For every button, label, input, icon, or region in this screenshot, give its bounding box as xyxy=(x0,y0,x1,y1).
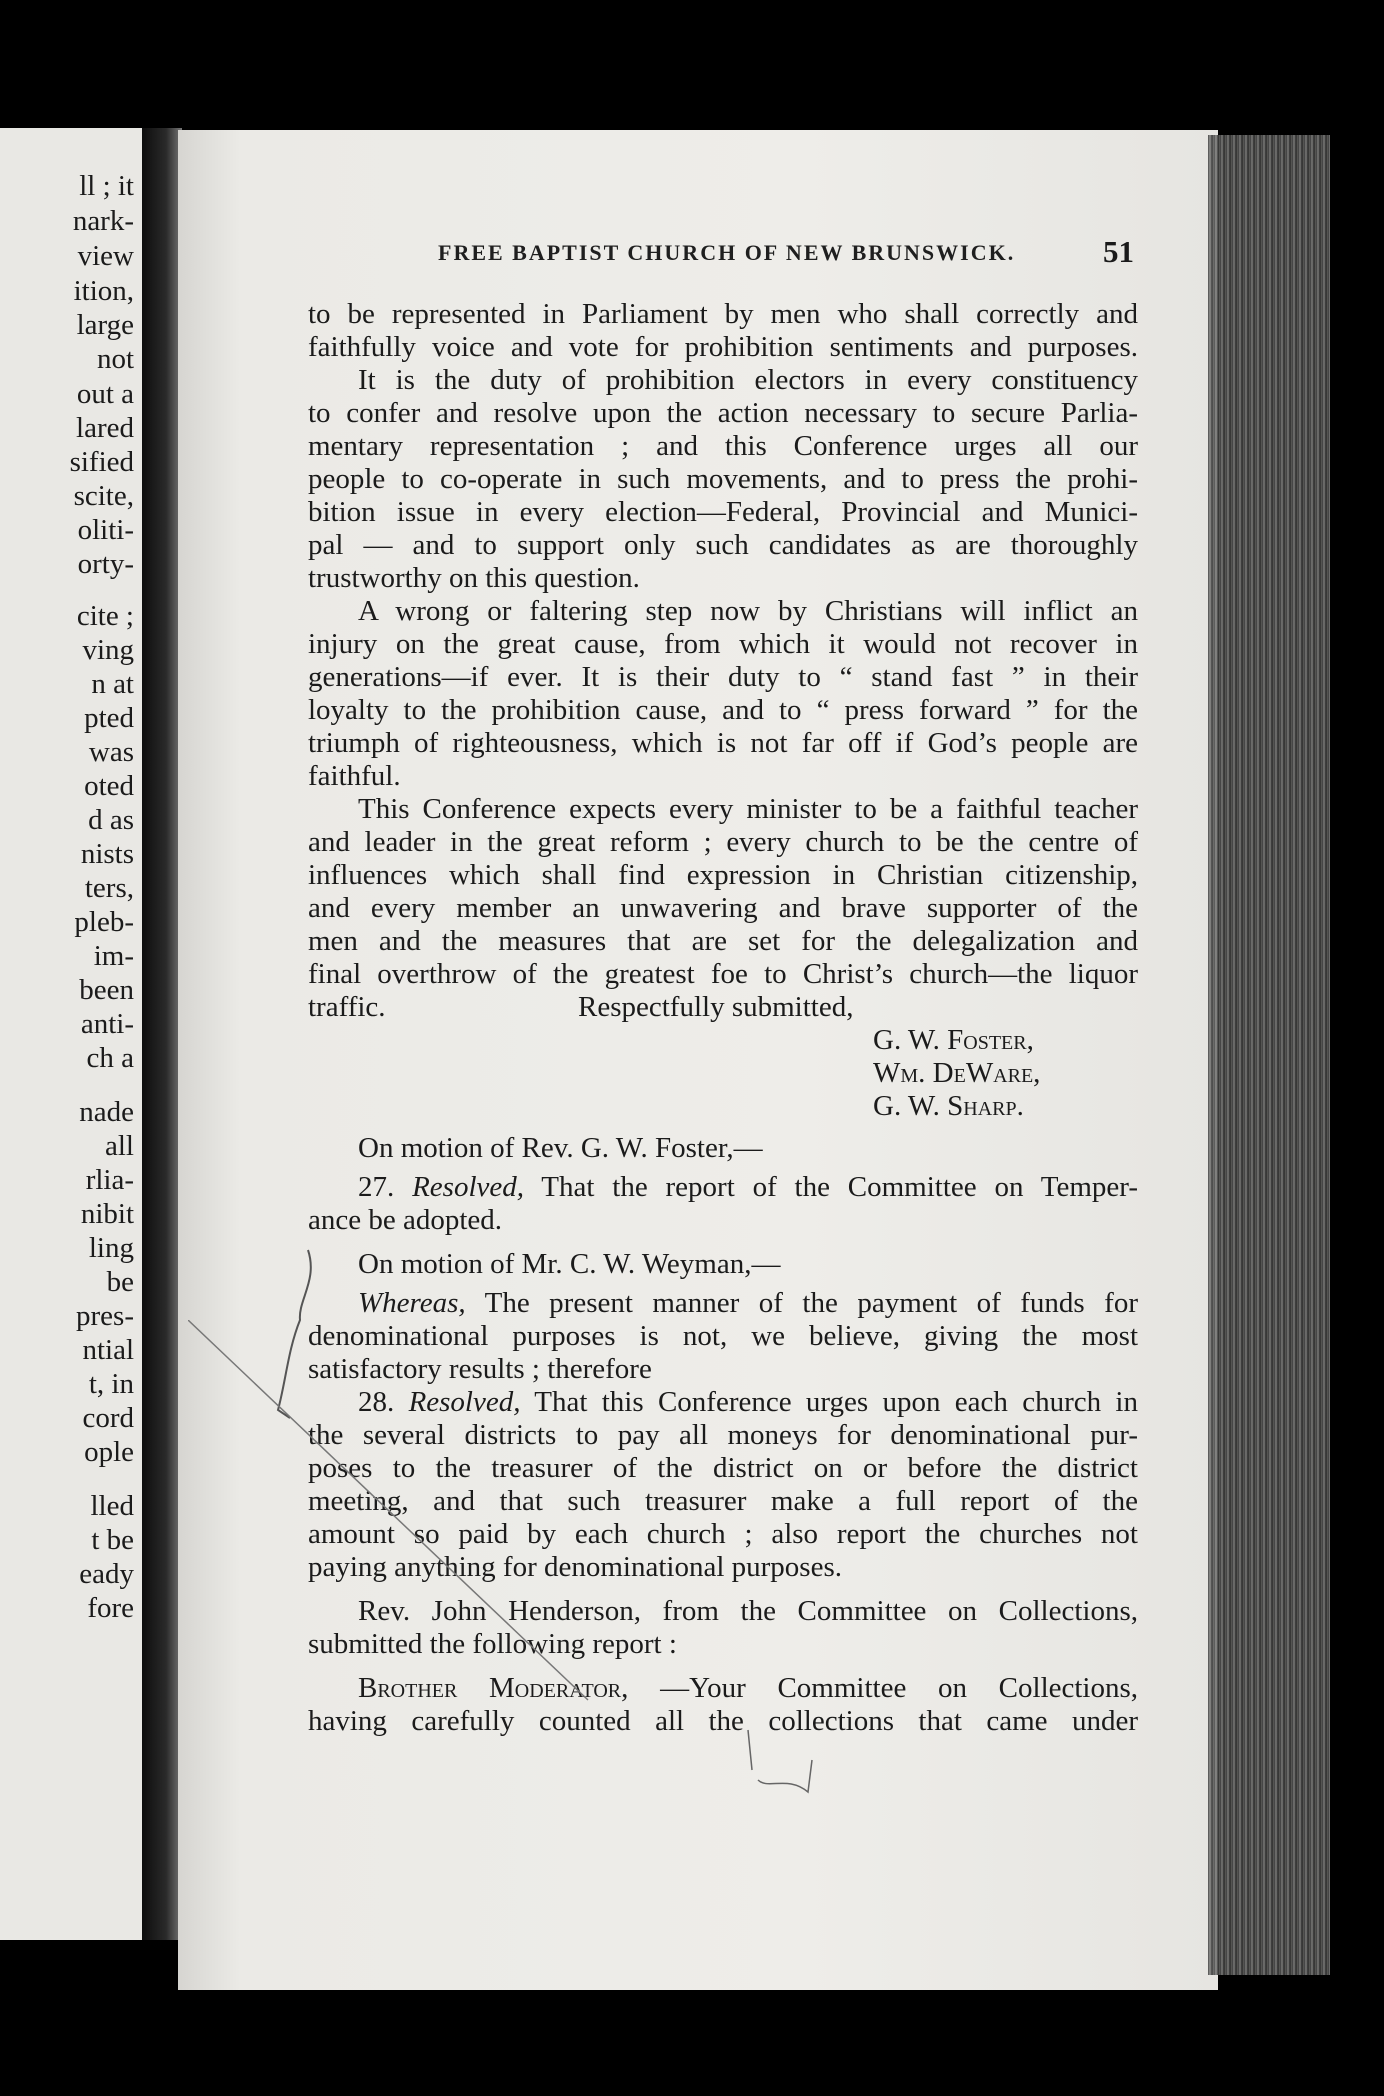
text-line: traffic. xyxy=(308,991,386,1023)
resolved-word: Resolved, xyxy=(408,1386,521,1418)
text-line: and every member an unwavering and brave supporter of the xyxy=(308,892,1138,924)
left-page-text-fragment: was xyxy=(88,736,134,768)
text-line: to confer and resolve upon the action necessary to secure Parlia- xyxy=(308,397,1138,429)
left-page-text-fragment: ll ; it xyxy=(79,170,134,202)
left-page-text-fragment: pres- xyxy=(76,1300,134,1332)
whereas-line xyxy=(358,1287,1138,1319)
left-page-text-fragment: nists xyxy=(80,838,134,870)
text-line: faithful. xyxy=(308,760,401,792)
left-page-text-fragment: sified xyxy=(69,446,134,478)
signer-name: G. W. Sharp. xyxy=(873,1090,1024,1122)
running-head: FREE BAPTIST CHURCH OF NEW BRUNSWICK. xyxy=(438,240,1016,265)
text-line: influences which shall find expression in Christian citizenship, xyxy=(308,859,1138,891)
text-line: It is the duty of prohibition electors in every constituency xyxy=(358,364,1138,396)
text-line: poses to the treasurer of the district on or before the district xyxy=(308,1452,1138,1484)
left-page-text-fragment: im- xyxy=(93,940,134,972)
resolution-number: 28. xyxy=(358,1386,395,1418)
motion-line: On motion of Rev. G. W. Foster,— xyxy=(358,1132,763,1164)
whereas-word: Whereas, xyxy=(358,1287,466,1319)
resolution-text: That the report of the Committee on Temper- xyxy=(541,1171,1138,1203)
signer-name: G. W. Foster, xyxy=(873,1024,1034,1056)
left-page-text-fragment: ition, xyxy=(73,275,134,307)
left-page-text-fragment: rlia- xyxy=(85,1164,134,1196)
text-line: to be represented in Parliament by men who shall correctly and xyxy=(308,298,1138,330)
text-line: final overthrow of the greatest foe to Christ’s church—the liquor xyxy=(308,958,1138,990)
text-line: denominational purposes is not, we believe, giving the most xyxy=(308,1320,1138,1352)
left-page-text-fragment: oted xyxy=(84,770,134,802)
page-number: 51 xyxy=(1103,234,1134,269)
left-page-text-fragment: ters, xyxy=(84,872,134,904)
text-line: A wrong or faltering step now by Christians will inflict an xyxy=(358,595,1138,627)
page-header xyxy=(178,234,1218,280)
whereas-text: The present manner of the payment of funds for xyxy=(484,1287,1138,1319)
text-line: triumph of righteousness, which is not far off if God’s people are xyxy=(308,727,1138,759)
text-line: ance be adopted. xyxy=(308,1204,503,1236)
text-line: paying anything for denominational purposes. xyxy=(308,1551,842,1583)
resolution-line xyxy=(358,1386,1138,1418)
text-line: This Conference expects every minister to be a faithful teacher xyxy=(358,793,1138,825)
text-line: men and the measures that are set for the delegalization and xyxy=(308,925,1138,957)
left-page-text-fragment: cord xyxy=(82,1402,134,1434)
text-line: people to co-operate in such movements, and to press the prohi- xyxy=(308,463,1138,495)
text-line: injury on the great cause, from which it would not recover in xyxy=(308,628,1138,660)
address-salutation: Brother Moderator, xyxy=(358,1672,629,1704)
resolution-text: That this Conference urges upon each church in xyxy=(534,1386,1138,1418)
left-page-text-fragment: t, in xyxy=(88,1368,134,1400)
text-line: bition issue in every election—Federal, Provincial and Munici- xyxy=(308,496,1138,528)
text-line: Rev. John Henderson, from the Committee on Collections, xyxy=(358,1595,1138,1627)
left-page-text-fragment: not xyxy=(96,343,134,375)
text-line: submitted the following report : xyxy=(308,1628,677,1660)
left-page-text-fragment: anti- xyxy=(80,1008,134,1040)
address-line xyxy=(358,1672,1138,1704)
left-page-text-fragment: ch a xyxy=(86,1042,134,1074)
left-page-text-fragment: ople xyxy=(84,1436,134,1468)
text-line: having carefully counted all the collections that came under xyxy=(308,1705,1138,1737)
left-page-text-fragment: t be xyxy=(91,1524,134,1556)
motion-line: On motion of Mr. C. W. Weyman,— xyxy=(358,1248,781,1280)
left-page-text-fragment: lled xyxy=(90,1490,134,1522)
left-page-text-fragment: large xyxy=(76,309,134,341)
left-page-text-fragment: ling xyxy=(88,1232,134,1264)
text-line: loyalty to the prohibition cause, and to “ press forward ” for the xyxy=(308,694,1138,726)
left-page-text-fragment: cite ; xyxy=(76,600,134,632)
left-page-text-fragment: view xyxy=(77,240,134,272)
text-line: trustworthy on this question. xyxy=(308,562,640,594)
resolution-line xyxy=(358,1171,1138,1203)
left-facing-page xyxy=(0,128,145,1940)
left-page-text-fragment: pleb- xyxy=(74,906,134,938)
left-page-text-fragment: nibit xyxy=(80,1198,134,1230)
left-page-text-fragment: lared xyxy=(76,412,134,444)
left-page-text-fragment: ving xyxy=(82,634,134,666)
left-page-text-fragment: be xyxy=(106,1266,134,1298)
left-page-text-fragment: scite, xyxy=(73,480,134,512)
text-line: satisfactory results ; therefore xyxy=(308,1353,652,1385)
resolved-word: Resolved, xyxy=(412,1171,524,1203)
text-line: pal — and to support only such candidates as are thoroughly xyxy=(308,529,1138,561)
resolution-number: 27. xyxy=(358,1171,395,1203)
address-text: —Your Committee on Collections, xyxy=(660,1672,1139,1704)
left-page-text-fragment: d as xyxy=(88,804,134,836)
left-page-text-fragment: pted xyxy=(84,702,134,734)
book-gutter xyxy=(142,128,182,1940)
text-line: amount so paid by each church ; also report the churches not xyxy=(308,1518,1138,1550)
left-page-text-fragment: been xyxy=(79,974,134,1006)
text-line: generations—if ever. It is their duty to “ stand fast ” in their xyxy=(308,661,1138,693)
left-page-text-fragment: nade xyxy=(79,1096,134,1128)
text-line: and leader in the great reform ; every church to be the centre of xyxy=(308,826,1138,858)
closing-line: Respectfully submitted, xyxy=(578,991,854,1023)
text-line: mentary representation ; and this Conference urges all our xyxy=(308,430,1138,462)
left-page-text-fragment: eady xyxy=(79,1558,134,1590)
text-line: meeting, and that such treasurer make a full report of the xyxy=(308,1485,1138,1517)
text-line: the several districts to pay all moneys for denominational pur- xyxy=(308,1419,1138,1451)
main-page xyxy=(178,130,1218,1990)
left-page-text-fragment: n at xyxy=(91,668,134,700)
left-page-text-fragment: all xyxy=(105,1130,134,1162)
left-page-text-fragment: out a xyxy=(76,378,134,410)
left-page-text-fragment: ntial xyxy=(82,1334,134,1366)
left-page-text-fragment: orty- xyxy=(77,548,134,580)
page-edges xyxy=(1208,135,1330,1975)
left-page-text-fragment: fore xyxy=(87,1592,134,1624)
signer-name: Wm. DeWare, xyxy=(873,1057,1041,1089)
text-line: faithfully voice and vote for prohibition sentiments and purposes. xyxy=(308,331,1138,363)
left-page-text-fragment: oliti- xyxy=(77,514,134,546)
left-page-text-fragment: nark- xyxy=(72,205,134,237)
